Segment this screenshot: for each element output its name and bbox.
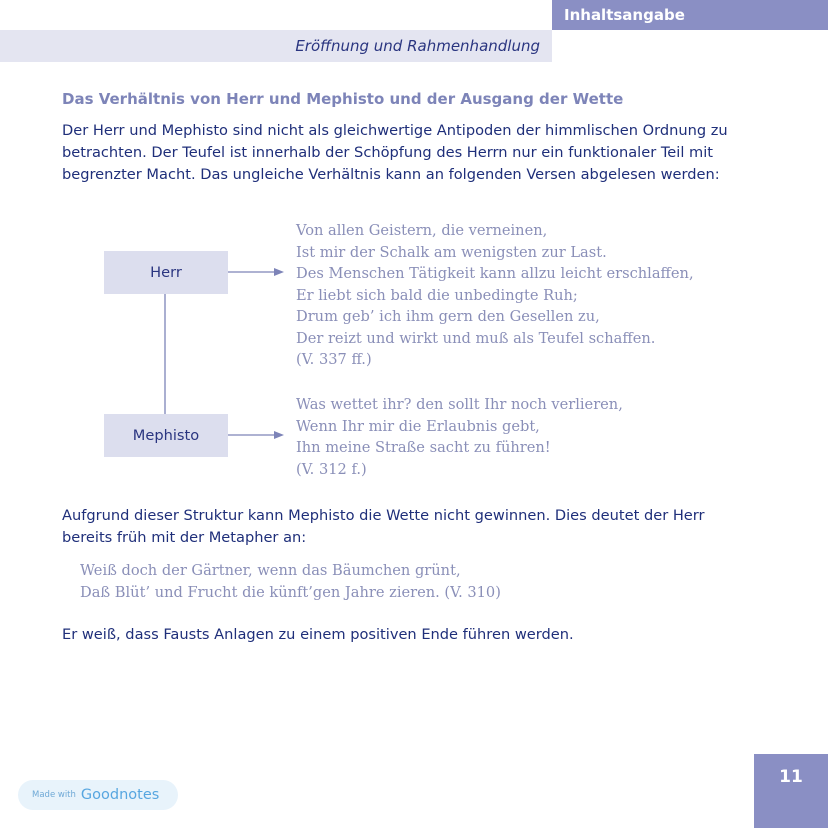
metaphor-quote <box>80 560 501 603</box>
quote-herr <box>296 220 694 371</box>
intro-line: begrenzter Macht. Das ungleiche Verhältnis kann an folgenden Versen abgelesen werden: <box>62 166 720 183</box>
conclusion-line: Aufgrund dieser Struktur kann Mephisto die Wette nicht gewinnen. Dies deutet der Herr <box>62 507 705 524</box>
box-herr: Herr <box>104 251 228 294</box>
verse-line: Was wettet ihr? den sollt Ihr noch verlieren, <box>296 396 623 413</box>
final-paragraph <box>62 624 722 646</box>
verse-citation: (V. 337 ff.) <box>296 351 372 368</box>
verse-line: Ihn meine Straße sacht zu führen! <box>296 439 551 456</box>
verse-line: Ist mir der Schalk am wenigsten zur Last. <box>296 243 607 261</box>
verse-citation: (V. 312 f.) <box>296 460 367 478</box>
verse-line: Daß Blüt’ und Frucht die künft’gen Jahre zieren. (V. 310) <box>80 583 501 601</box>
page-number: 11 <box>754 754 828 828</box>
verse-line: Von allen Geistern, die verneinen, <box>296 222 548 239</box>
verse-line: Des Menschen Tätigkeit kann allzu leicht erschlaffen, <box>296 265 694 282</box>
goodnotes-badge[interactable] <box>18 780 178 810</box>
section-tab: Inhaltsangabe <box>552 0 828 30</box>
arrow-head-mephisto <box>274 431 284 439</box>
subsection-header: Eröffnung und Rahmenhandlung <box>0 30 552 62</box>
badge-brand-logo: Goodnotes <box>80 787 160 803</box>
intro-line: Der Herr und Mephisto sind nicht als gleichwertige Antipoden der himmlischen Ordnung zu <box>62 122 728 139</box>
verse-line: Wenn Ihr mir die Erlaubnis gebt, <box>296 417 540 435</box>
verse-line: Der reizt und wirkt und muß als Teufel schaffen. <box>296 329 656 347</box>
verse-line: Drum geb’ ich ihm gern den Gesellen zu, <box>296 308 600 325</box>
badge-made-with: Made with <box>32 790 76 800</box>
final-line: Er weiß, dass Fausts Anlagen zu einem positiven Ende führen werden. <box>62 626 574 643</box>
intro-line: betrachten. Der Teufel ist innerhalb der Schöpfung des Herrn nur ein funktionaler Teil mit <box>62 144 714 161</box>
conclusion-paragraph <box>62 505 722 549</box>
box-mephisto: Mephisto <box>104 414 228 457</box>
section-heading: Das Verhältnis von Herr und Mephisto und der Ausgang der Wette <box>62 90 624 108</box>
conclusion-line: bereits früh mit der Metapher an: <box>62 529 307 546</box>
verse-line: Weiß doch der Gärtner, wenn das Bäumchen grünt, <box>80 562 461 579</box>
arrow-head-herr <box>274 268 284 276</box>
verse-line: Er liebt sich bald die unbedingte Ruh; <box>296 286 578 304</box>
quote-mephisto <box>296 394 623 480</box>
